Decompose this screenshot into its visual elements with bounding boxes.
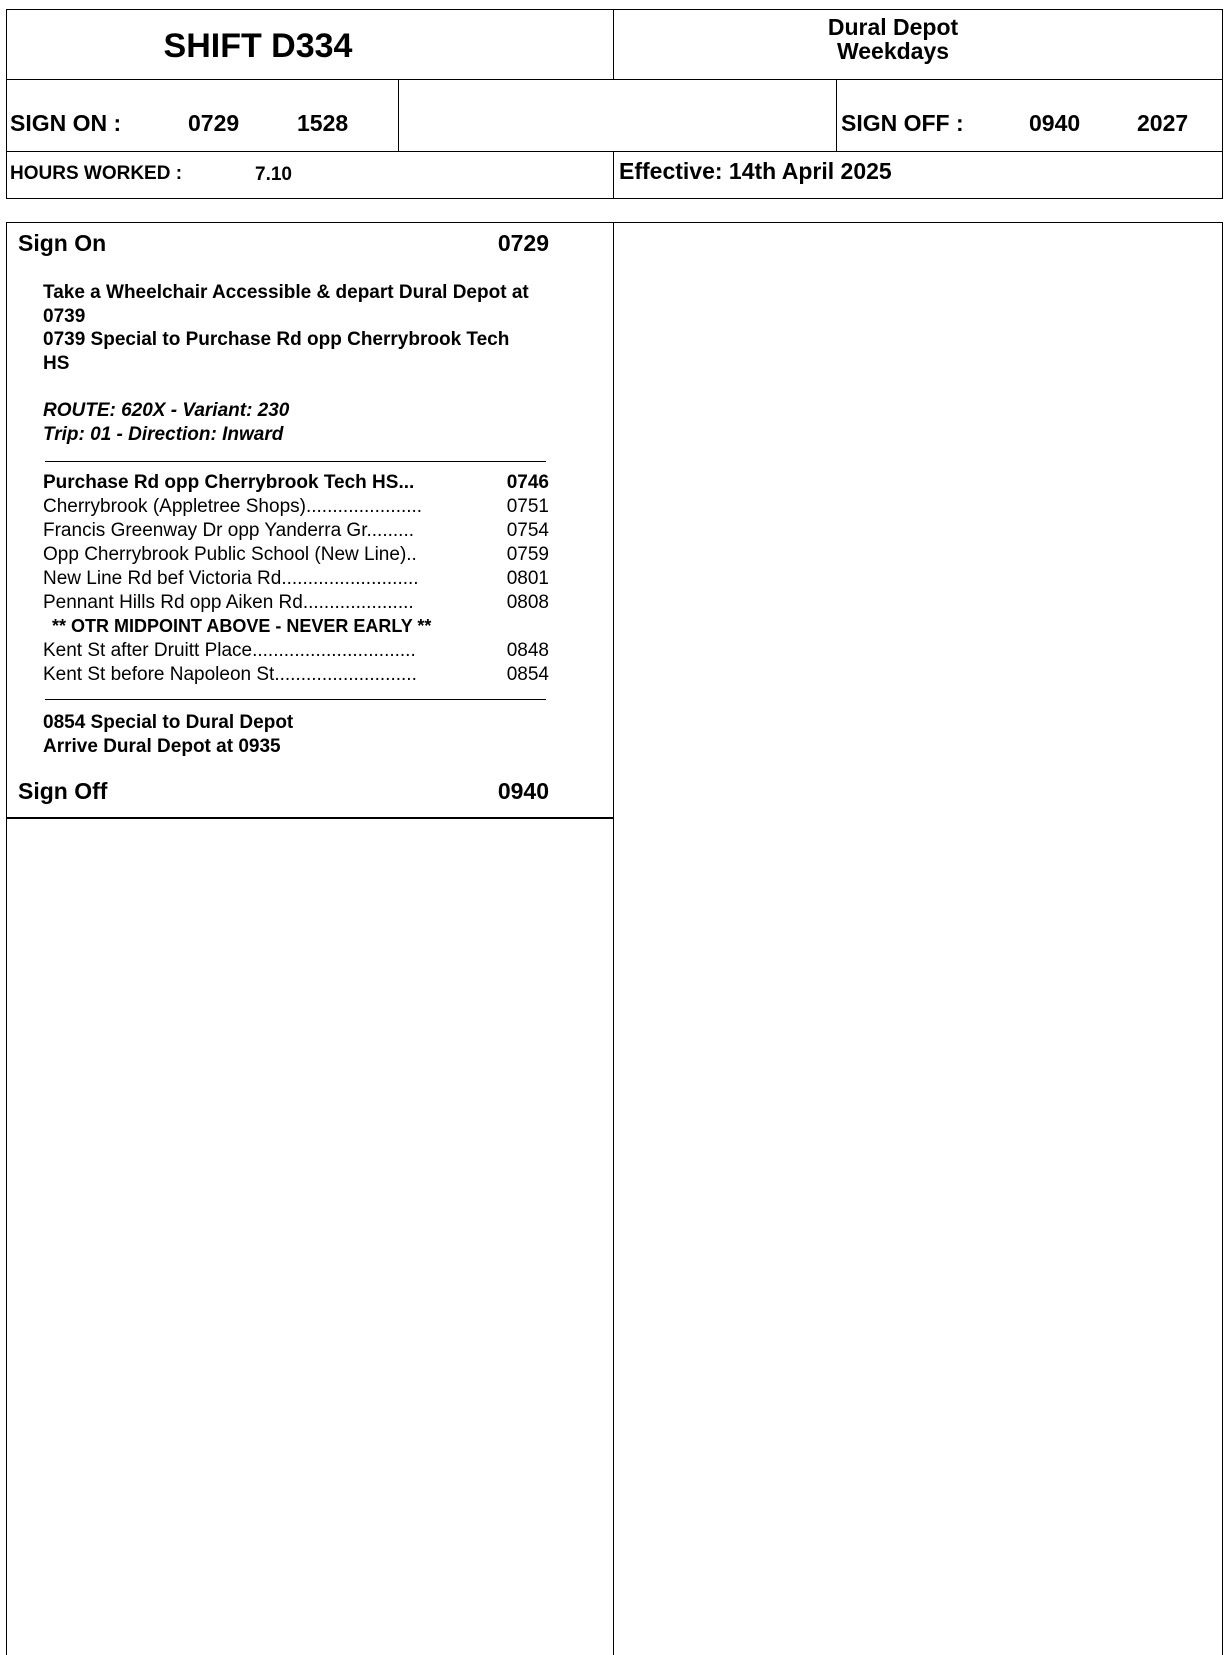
- effective-date: Effective: 14th April 2025: [619, 158, 892, 184]
- sign-on-time-2: 1528: [297, 110, 349, 136]
- sign-on-time-1: 0729: [188, 110, 240, 136]
- duty-sign-off-time: 0940: [497, 778, 549, 804]
- stop-time: 0848: [506, 640, 549, 661]
- stop-time: 0746: [506, 472, 549, 493]
- stop-name: Kent St before Napoleon St...........................: [43, 664, 417, 685]
- instruction-line: HS: [43, 353, 70, 374]
- stop-name: Francis Greenway Dr opp Yanderra Gr.........: [43, 520, 415, 541]
- shift-title: SHIFT D334: [163, 27, 353, 65]
- return-line: 0854 Special to Dural Depot: [43, 712, 294, 733]
- stop-time: 0759: [506, 544, 549, 565]
- stop-name: Opp Cherrybrook Public School (New Line)..: [43, 544, 417, 565]
- route-line: ROUTE: 620X - Variant: 230: [43, 400, 290, 421]
- stop-name: Purchase Rd opp Cherrybrook Tech HS...: [43, 472, 415, 493]
- stop-time: 0808: [506, 592, 549, 613]
- depot-name: Dural Depot: [827, 14, 959, 40]
- stop-time: 0751: [506, 496, 549, 517]
- duty-sign-off-label: Sign Off: [18, 778, 108, 804]
- duty-sign-on-time: 0729: [497, 230, 549, 256]
- hours-worked-value: 7.10: [255, 164, 292, 185]
- stop-time: 0754: [506, 520, 549, 541]
- duty-sign-on-label: Sign On: [18, 230, 107, 256]
- midpoint-note: ** OTR MIDPOINT ABOVE - NEVER EARLY **: [52, 616, 432, 636]
- stop-name: New Line Rd bef Victoria Rd..........................: [43, 568, 419, 589]
- sign-off-label: SIGN OFF :: [841, 110, 964, 136]
- stop-name: Pennant Hills Rd opp Aiken Rd.....................: [43, 592, 414, 613]
- schedule-days: Weekdays: [836, 38, 950, 64]
- sign-off-time-1: 0940: [1029, 110, 1081, 136]
- hours-worked-label: HOURS WORKED :: [10, 163, 183, 184]
- stop-name: Cherrybrook (Appletree Shops)......................: [43, 496, 423, 517]
- stop-time: 0854: [506, 664, 549, 685]
- trip-line: Trip: 01 - Direction: Inward: [43, 424, 284, 445]
- stop-time: 0801: [506, 568, 549, 589]
- instruction-line: 0739: [43, 306, 86, 327]
- stop-name: Kent St after Druitt Place...............................: [43, 640, 416, 661]
- sign-off-time-2: 2027: [1137, 110, 1189, 136]
- sign-on-label: SIGN ON :: [10, 110, 122, 136]
- instruction-line: 0739 Special to Purchase Rd opp Cherrybrook Tech: [43, 329, 510, 350]
- instruction-line: Take a Wheelchair Accessible & depart Dural Depot at: [43, 282, 529, 303]
- return-line: Arrive Dural Depot at 0935: [43, 736, 281, 757]
